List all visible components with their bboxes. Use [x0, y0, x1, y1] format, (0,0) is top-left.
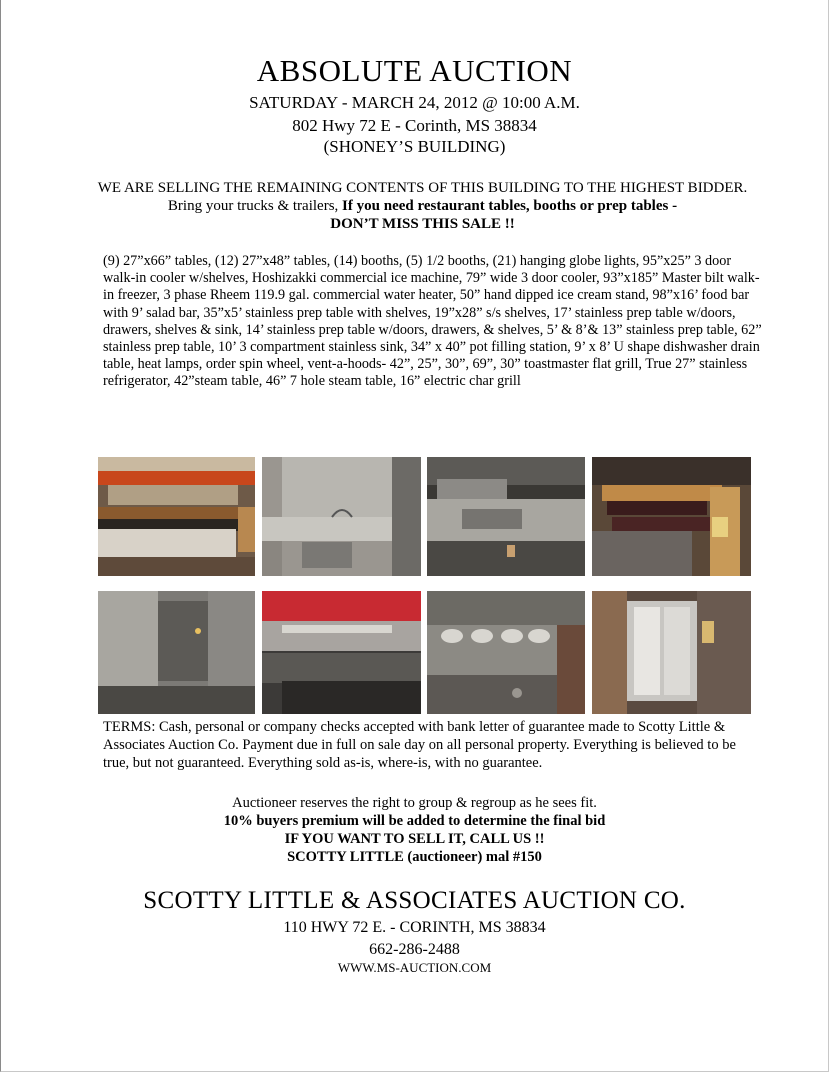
- booths-photo: [592, 457, 751, 576]
- auction-notes: [0, 794, 829, 866]
- sell-call-note: IF YOU WANT TO SELL IT, CALL US !!: [284, 831, 545, 847]
- intro-text: WE ARE SELLING THE REMAINING CONTENTS OF THIS BUILDING TO THE HIGHEST BIDDER. Bring your trucks & trailers,: [97, 180, 748, 214]
- food-bar-photo: [98, 457, 255, 576]
- company-website: WWW.MS-AUCTION.COM: [337, 960, 492, 975]
- red-wall-prep-table-photo: [262, 591, 421, 714]
- intro-bold-line: If you need restaurant tables, booths or prep tables -: [342, 198, 678, 214]
- stainless-sink-photo: [262, 457, 421, 576]
- regroup-note: Auctioneer reserves the right to group & regroup as he sees fit.: [232, 795, 597, 811]
- terms-paragraph: TERMS: Cash, personal or company checks accepted with bank letter of guarantee made to Scotty Little & Associates Auction Co. Payment due in full on sale day on all personal property. Everything is believed to be true, but not guaranteed. Everything sold as-is, where-is, with no guarantee.: [103, 719, 736, 771]
- auction-title: ABSOLUTE AUCTION: [256, 53, 573, 88]
- refrigerator-photo: [592, 591, 751, 714]
- photo-grid: [98, 457, 751, 714]
- auctioneer-license: SCOTTY LITTLE (auctioneer) mal #150: [287, 849, 542, 865]
- intro-bold-warning: DON’T MISS THIS SALE !!: [330, 216, 515, 232]
- company-phone: 662-286-2488: [369, 941, 460, 958]
- prep-table-sink-photo: [427, 457, 585, 576]
- items-list: (9) 27”x66” tables, (12) 27”x48” tables, (14) booths, (5) 1/2 booths, (21) hanging globe lights, 95”x25” 3 door walk-in cooler w/shelves, Hoshizakki commercial ice machine, 79” wide 3 door cooler, 93”x185” Master bilt walk-in freezer, 3 phase Rheem 119.9 gal. commercial water heater, 50” hand dipped ice cream stand, 98”x16’ food bar with 9’ salad bar, 35”x5’ stainless prep table with shelves, 19”x28” s/s shelves, 17’ stainless prep table w/doors, drawers, shelves & sink, 14’ stainless prep table w/doors, drawers, & shelves, 5’ & 8’& 13” stainless prep table, 62” stainless prep table, 10’ 3 compartment stainless sink, 34” x 40” pot filling station, 9’ x 8’ U shape dishwasher drain table, heat lamps, order spin wheel, vent-a-hoods- 42”, 25”, 30”, 69”, 30” toastmaster flat grill, True 27” stainless refrigerator, 42”steam table, 46” 7 hole steam table, 16” electric char grill: [103, 253, 762, 390]
- auction-building: (SHONEY’S BUILDING): [323, 137, 506, 156]
- intro-paragraph: [95, 179, 750, 233]
- buyers-premium-note: 10% buyers premium will be added to determine the final bid: [223, 813, 606, 829]
- auction-address: 802 Hwy 72 E - Corinth, MS 38834: [292, 116, 537, 135]
- walk-in-cooler-photo: [98, 591, 255, 714]
- steam-table-photo: [427, 591, 585, 714]
- company-address: 110 HWY 72 E. - CORINTH, MS 38834: [283, 919, 546, 936]
- auction-date: SATURDAY - MARCH 24, 2012 @ 10:00 A.M.: [249, 93, 580, 112]
- company-name: SCOTTY LITTLE & ASSOCIATES AUCTION CO.: [143, 887, 686, 914]
